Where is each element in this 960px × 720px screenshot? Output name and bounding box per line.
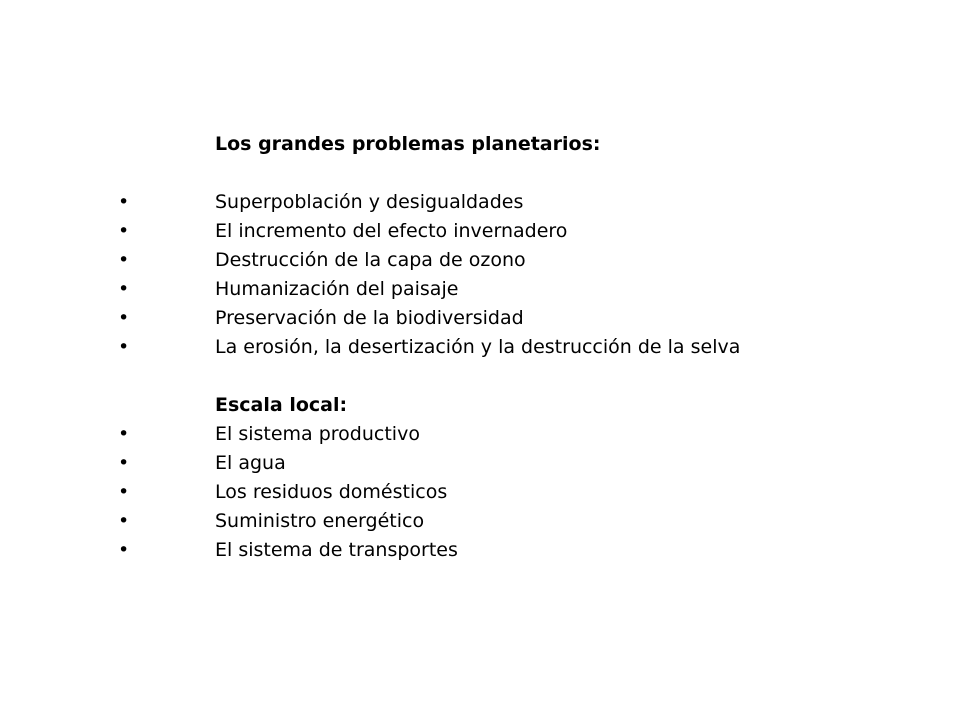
list-item (118, 478, 878, 507)
list-item (118, 188, 878, 217)
bullet-icon: • (118, 539, 130, 561)
local-scale-list (118, 420, 878, 565)
list-item-text: El incremento del efecto invernadero (215, 220, 568, 242)
list-item (118, 507, 878, 536)
bullet-icon: • (118, 307, 130, 329)
bullet-icon: • (118, 452, 130, 474)
list-item (118, 536, 878, 565)
list-item-text: El agua (215, 452, 286, 474)
list-item-text: Suministro energético (215, 510, 425, 532)
list-item (118, 449, 878, 478)
slide-content (118, 130, 878, 565)
bullet-icon: • (118, 423, 130, 445)
list-item-text: Humanización del paisaje (215, 278, 459, 300)
spacer (118, 159, 878, 188)
section-heading-global-problems: Los grandes problemas planetarios: (215, 133, 601, 155)
list-item (118, 333, 878, 362)
bullet-icon: • (118, 481, 130, 503)
list-item-text: Destrucción de la capa de ozono (215, 249, 526, 271)
bullet-icon: • (118, 249, 130, 271)
list-item (118, 275, 878, 304)
list-item (118, 246, 878, 275)
spacer (118, 362, 878, 391)
bullet-icon: • (118, 220, 130, 242)
section-heading-local-scale: Escala local: (215, 394, 348, 416)
bullet-icon: • (118, 510, 130, 532)
bullet-icon: • (118, 191, 130, 213)
list-item (118, 217, 878, 246)
global-problems-list (118, 188, 878, 362)
bullet-icon: • (118, 278, 130, 300)
list-item (118, 420, 878, 449)
list-item-text: Los residuos domésticos (215, 481, 448, 503)
list-item-text: Preservación de la biodiversidad (215, 307, 524, 329)
bullet-icon: • (118, 336, 130, 358)
list-item (118, 304, 878, 333)
list-item-text: El sistema de transportes (215, 539, 458, 561)
list-item-text: La erosión, la desertización y la destrucción de la selva (215, 336, 741, 358)
list-item-text: Superpoblación y desigualdades (215, 191, 524, 213)
list-item-text: El sistema productivo (215, 423, 420, 445)
